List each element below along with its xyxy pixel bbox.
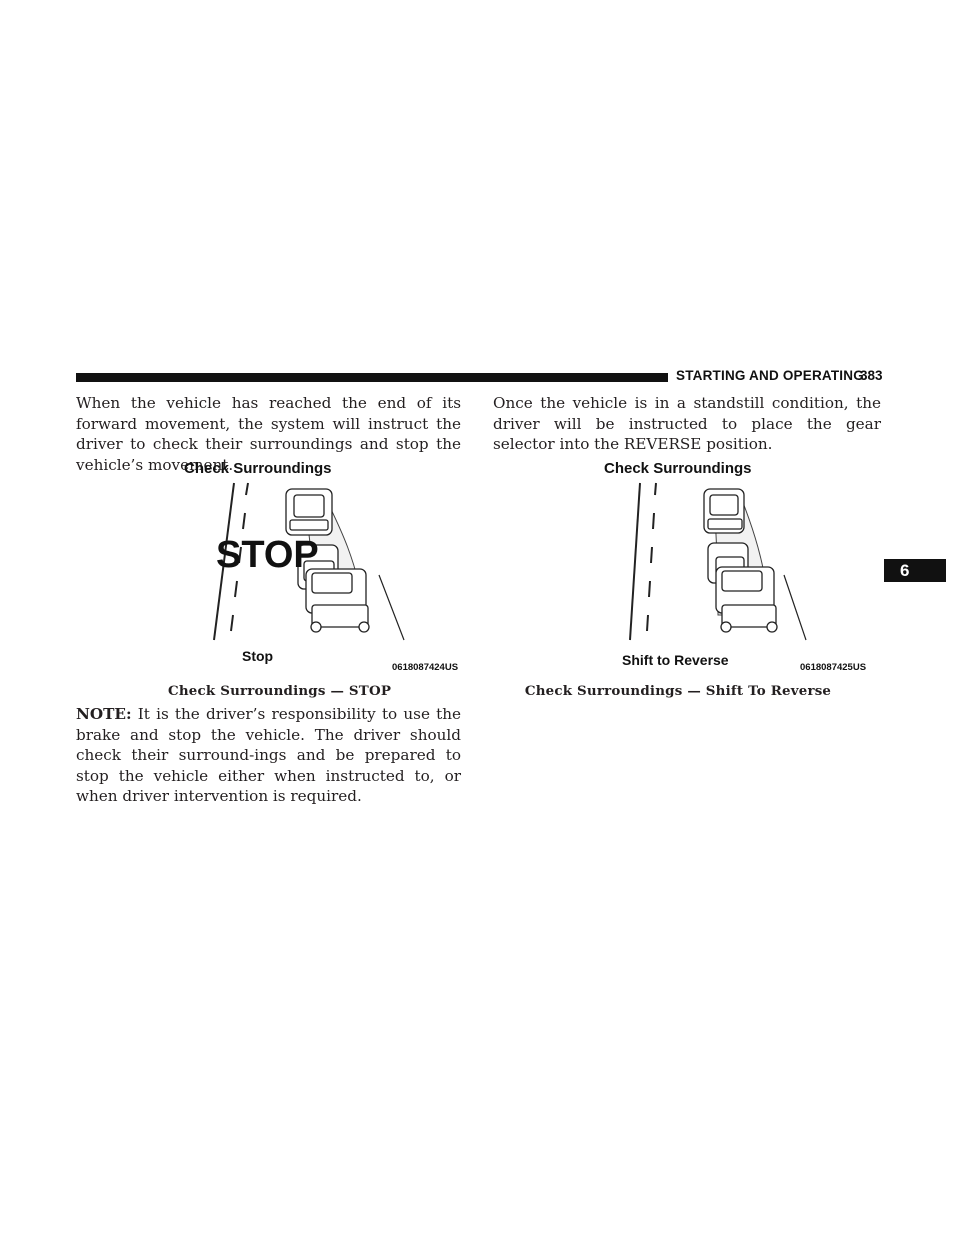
note-paragraph xyxy=(76,704,461,807)
right-intro-paragraph: Once the vehicle is in a standstill condition, the driver will be instructed to place the gear selector into the REVERSE position. xyxy=(493,394,881,453)
note-text: It is the driver’s responsibility to use the brake and stop the vehicle. The driver should check their surround-ings and be prepared to stop the vehicle either when instructed to, or when driver intervention is required. xyxy=(76,705,461,805)
figure-caption-stop: Check Surroundings — STOP xyxy=(168,683,392,699)
check-surroundings-stop-figure xyxy=(164,455,476,673)
figure-label: Shift to Reverse xyxy=(622,652,729,668)
stop-overlay: STOP xyxy=(216,534,319,576)
figure-title: Check Surroundings xyxy=(184,460,332,477)
chapter-tab: 6 xyxy=(884,559,946,582)
figure-label: Stop xyxy=(242,648,274,664)
figure-caption-reverse: Check Surroundings — Shift To Reverse xyxy=(524,683,832,699)
check-surroundings-reverse-figure xyxy=(584,455,884,673)
header-rule xyxy=(76,373,668,382)
section-title: STARTING AND OPERATING xyxy=(676,368,864,383)
figure-code: 0618087424US xyxy=(392,662,459,673)
note-label: NOTE: xyxy=(76,705,132,723)
left-intro-paragraph: When the vehicle has reached the end of its forward movement, the system will instruct the driver to check their surroundings and stop the vehicle’s movement. xyxy=(76,394,461,474)
page-number: 383 xyxy=(860,368,883,383)
figure-code: 0618087425US xyxy=(800,662,867,673)
figure-title: Check Surroundings xyxy=(604,460,752,477)
